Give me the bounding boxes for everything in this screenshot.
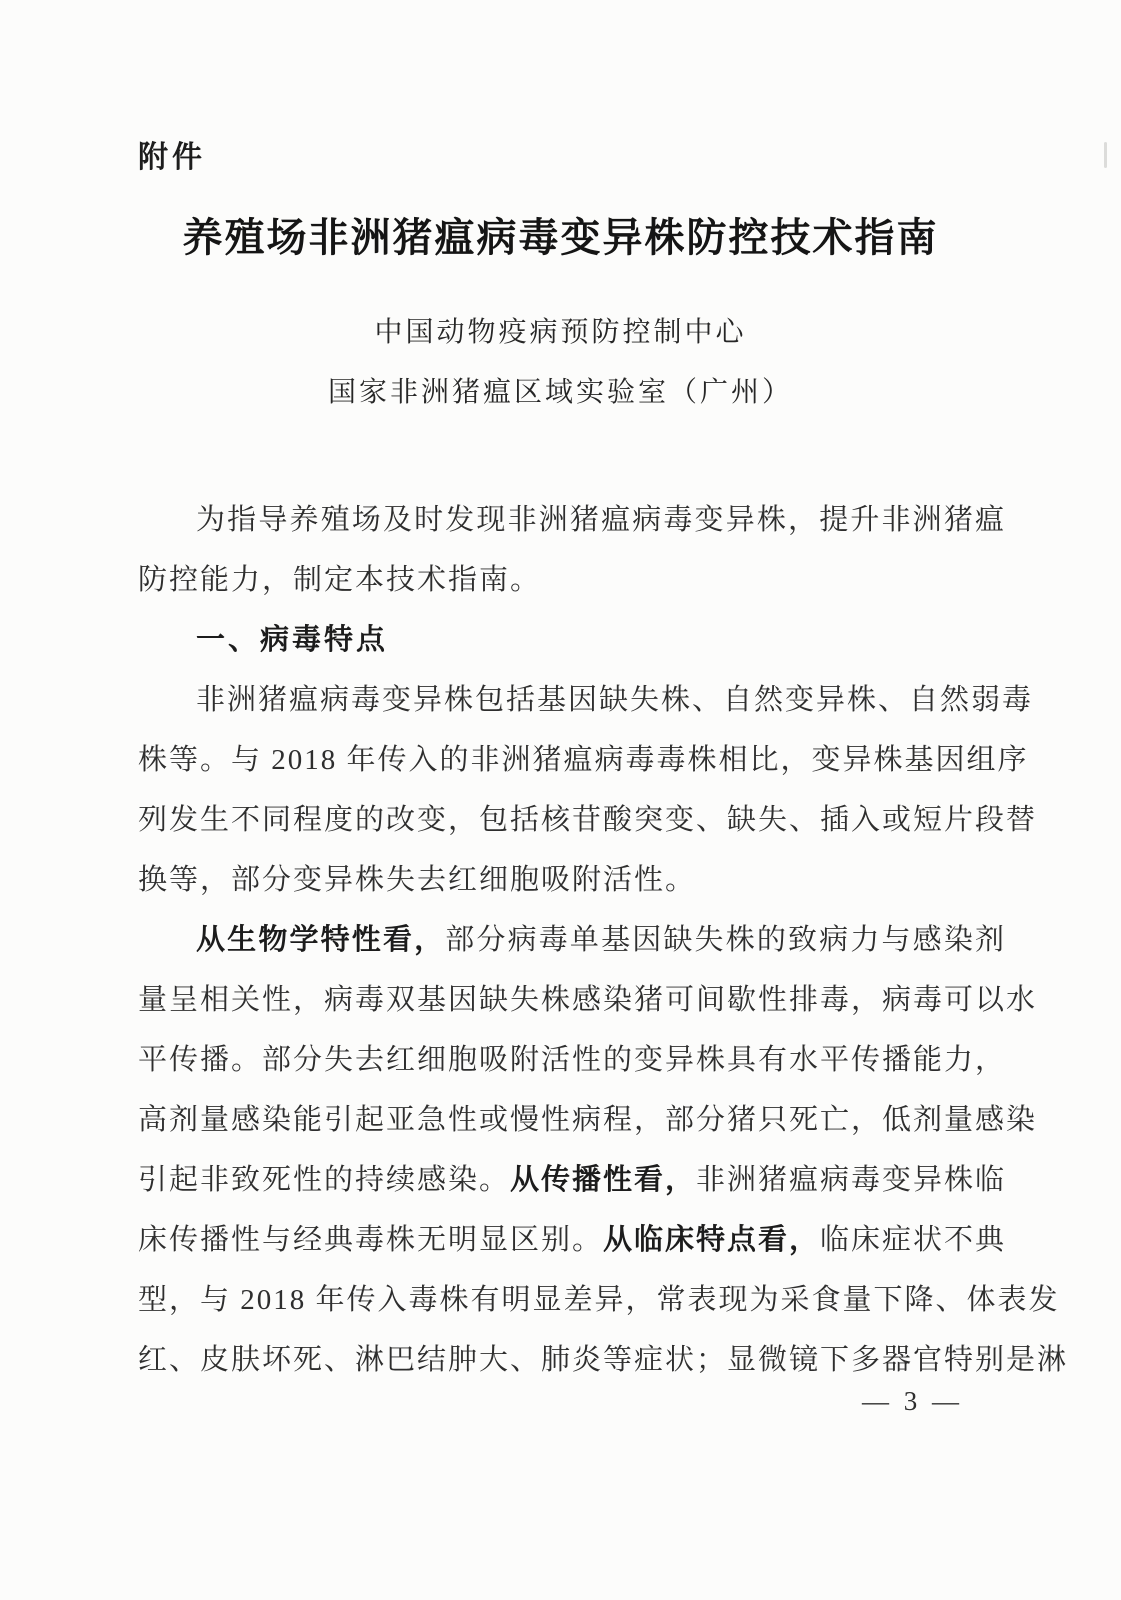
body-line: 高剂量感染能引起亚急性或慢性病程，部分猪只死亡，低剂量感染 bbox=[138, 1104, 1038, 1136]
body-line bbox=[138, 1150, 1006, 1210]
body-line: 平传播。部分失去红细胞吸附活性的变异株具有水平传播能力， bbox=[138, 1044, 1007, 1076]
bold-run: 从传播性看， bbox=[510, 1164, 697, 1196]
scan-artifact-mark bbox=[1104, 142, 1107, 168]
text-run: 引起非致死性的持续感染。 bbox=[138, 1164, 511, 1196]
body-line: 为指导养殖场及时发现非洲猪瘟病毒变异株，提升非洲猪瘟 bbox=[196, 504, 1006, 536]
section-heading: 一、病毒特点 bbox=[196, 624, 389, 656]
bold-run: 从临床特点看， bbox=[603, 1224, 821, 1256]
body-line: 换等，部分变异株失去红细胞吸附活性。 bbox=[138, 864, 697, 896]
document-title: 养殖场非洲猪瘟病毒变异株防控技术指南 bbox=[182, 215, 939, 260]
bold-run: 从生物学特性看， bbox=[196, 924, 446, 956]
body-line: 量呈相关性，病毒双基因缺失株感染猪可间歇性排毒，病毒可以水 bbox=[138, 984, 1038, 1016]
body-line: 株等。与 2018 年传入的非洲猪瘟病毒毒株相比，变异株基因组序 bbox=[138, 744, 1029, 776]
body-line: 红、皮肤坏死、淋巴结肿大、肺炎等症状；显微镜下多器官特别是淋 bbox=[138, 1344, 1069, 1376]
document-body bbox=[138, 490, 1069, 1390]
text-run: 部分病毒单基因缺失株的致病力与感染剂 bbox=[445, 924, 1006, 956]
text-run: 非洲猪瘟病毒变异株临 bbox=[696, 1164, 1007, 1196]
text-run: 临床症状不典 bbox=[820, 1224, 1007, 1256]
body-line: 非洲猪瘟病毒变异株包括基因缺失株、自然变异株、自然弱毒 bbox=[196, 684, 1034, 716]
page-number: — 3 — bbox=[862, 1386, 963, 1416]
attachment-label: 附件 bbox=[138, 141, 206, 174]
body-line: 型，与 2018 年传入毒株有明显差异，常表现为采食量下降、体表发 bbox=[138, 1284, 1060, 1316]
text-run: 床传播性与经典毒株无明显区别。 bbox=[138, 1224, 604, 1256]
body-line: 列发生不同程度的改变，包括核苷酸突变、缺失、插入或短片段替 bbox=[138, 804, 1038, 836]
body-line bbox=[138, 1210, 1006, 1270]
org-line-issuer: 中国动物疫病预防控制中心 bbox=[374, 317, 747, 348]
body-line: 防控能力，制定本技术指南。 bbox=[138, 564, 542, 596]
org-line-laboratory: 国家非洲猪瘟区域实验室（广州） bbox=[327, 377, 793, 408]
body-line bbox=[138, 910, 1006, 970]
